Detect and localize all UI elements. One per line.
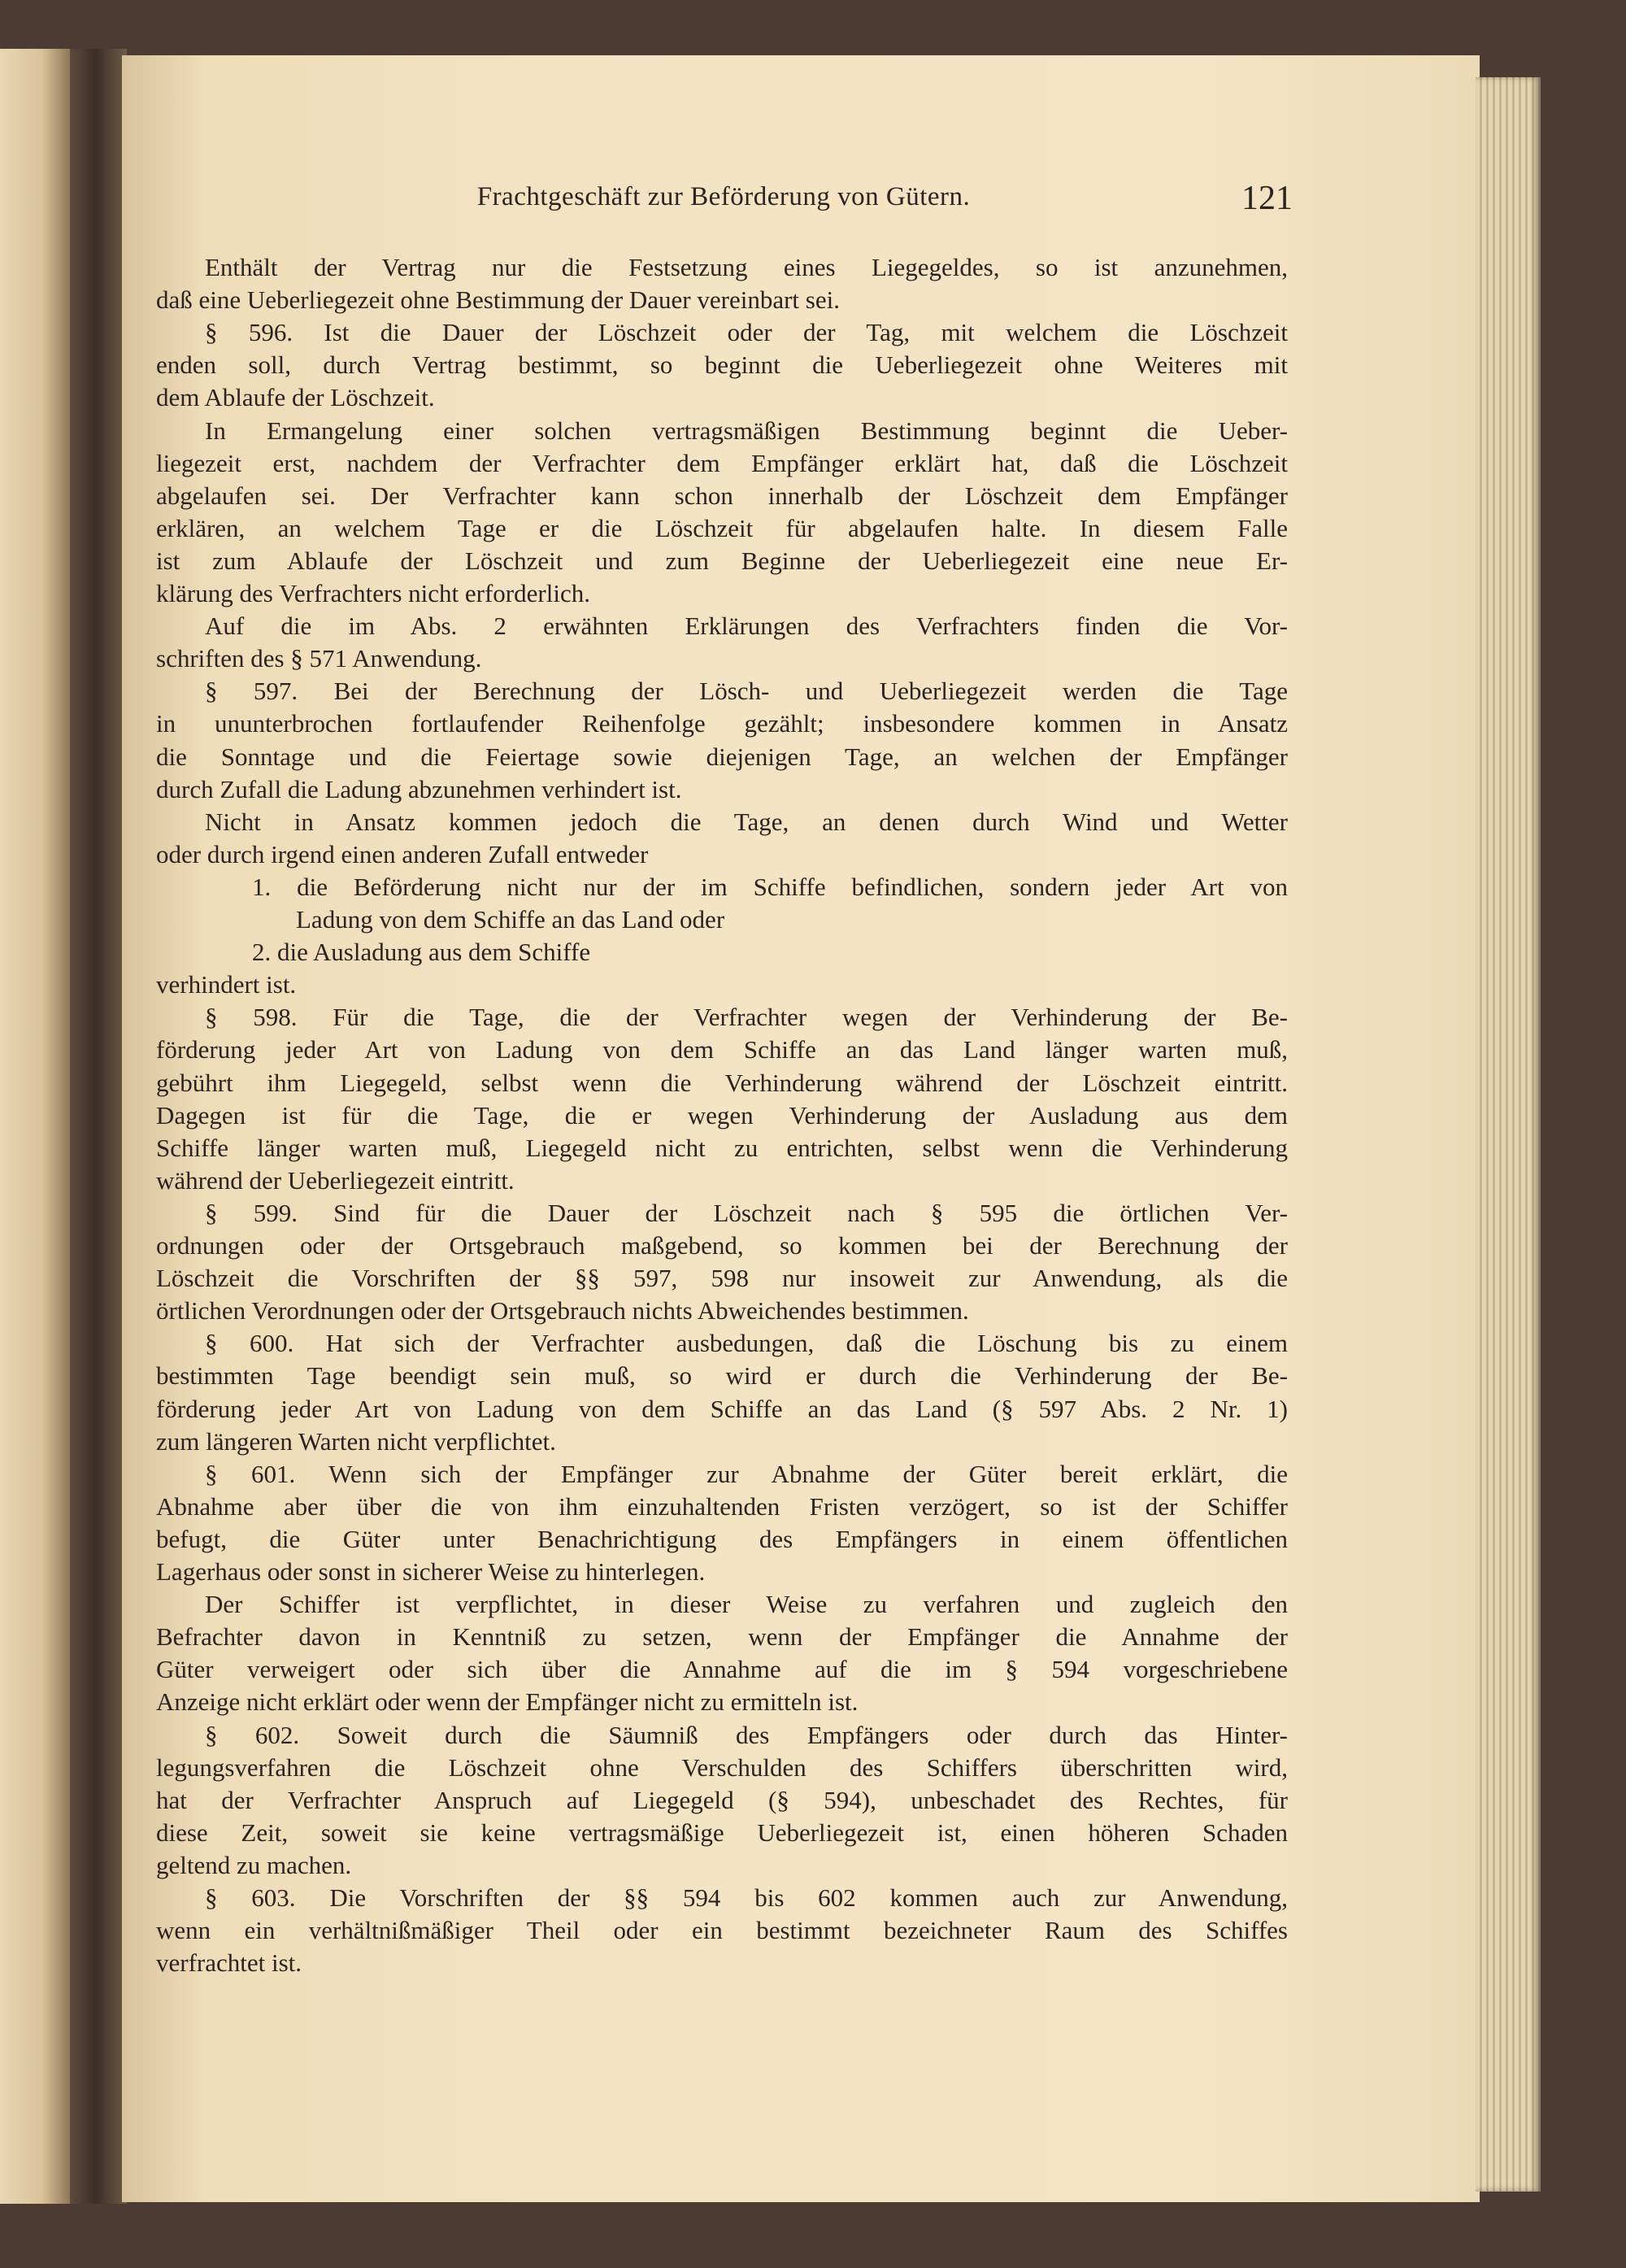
text-line: § 597. Bei der Berechnung der Lösch- und Ueberliegezeit werden die Tage	[205, 677, 1288, 706]
text-line: § 599. Sind für die Dauer der Löschzeit nach § 595 die örtlichen Ver-	[205, 1198, 1288, 1227]
text-line: die Sonntage und die Feiertage sowie diejenigen Tage, an welchen der Empfänger	[156, 742, 1288, 771]
text-line: enden soll, durch Vertrag bestimmt, so beginnt die Ueberliegezeit ohne Weiteres mit	[156, 350, 1288, 380]
text-line: klärung des Verfrachters nicht erforderlich.	[156, 579, 590, 607]
text-line: verhindert ist.	[156, 970, 297, 999]
text-line: legungsverfahren die Löschzeit ohne Verschulden des Schiffers überschritten wird,	[156, 1752, 1288, 1782]
page-stack-edge	[1476, 77, 1541, 2192]
text-line: § 601. Wenn sich der Empfänger zur Abnahme der Güter bereit erklärt, die	[205, 1459, 1288, 1488]
running-title: Frachtgeschäft zur Beförderung von Gütern.	[476, 182, 971, 211]
text-line: schriften des § 571 Anwendung.	[156, 644, 482, 673]
text-line: zum längeren Warten nicht verpflichtet.	[156, 1426, 556, 1456]
text-line: erklären, an welchem Tage er die Löschzeit für abgelaufen halte. In diesem Falle	[156, 513, 1288, 542]
text-line: Schiffe länger warten muß, Liegegeld nicht zu entrichten, selbst wenn die Verhinderung	[156, 1133, 1288, 1162]
text-line: verfrachtet ist.	[156, 1948, 302, 1978]
text-line: örtlichen Verordnungen oder der Ortsgebrauch nichts Abweichendes bestimmen.	[156, 1296, 969, 1326]
text-line: diese Zeit, soweit sie keine vertragsmäßige Ueberliegezeit ist, einen höheren Schaden	[156, 1817, 1288, 1847]
text-line: Der Schiffer ist verpflichtet, in dieser Weise zu verfahren und zugleich den	[205, 1590, 1288, 1619]
text-line: gebührt ihm Liegegeld, selbst wenn die Verhinderung während der Löschzeit eintritt.	[156, 1068, 1288, 1097]
text-line: daß eine Ueberliegezeit ohne Bestimmung der Dauer vereinbart sei.	[156, 285, 840, 315]
text-line: hat der Verfrachter Anspruch auf Liegegeld (§ 594), unbeschadet des Rechtes, für	[156, 1785, 1288, 1814]
facing-page-edge	[0, 49, 70, 2204]
text-line: ordnungen oder der Ortsgebrauch maßgebend, so kommen bei der Berechnung der	[156, 1231, 1288, 1260]
text-line: wenn ein verhältnißmäßiger Theil oder ein bestimmt bezeichneter Raum des Schiffes	[156, 1916, 1288, 1945]
text-line: Lagerhaus oder sonst in sicherer Weise zu hinterlegen.	[156, 1557, 706, 1586]
text-line: § 600. Hat sich der Verfrachter ausbedungen, daß die Löschung bis zu einem	[205, 1329, 1288, 1358]
text-line: liegezeit erst, nachdem der Verfrachter dem Empfänger erklärt hat, daß die Löschzeit	[156, 448, 1288, 477]
text-line: Nicht in Ansatz kommen jedoch die Tage, an denen durch Wind und Wetter	[205, 807, 1288, 836]
text-line: förderung jeder Art von Ladung von dem Schiffe an das Land länger warten muß,	[156, 1035, 1288, 1064]
text-line: bestimmten Tage beendigt sein muß, so wird er durch die Verhinderung der Be-	[156, 1361, 1288, 1391]
text-line: befugt, die Güter unter Benachrichtigung des Empfängers in einem öffentlichen	[156, 1524, 1288, 1553]
text-line: dem Ablaufe der Löschzeit.	[156, 383, 435, 412]
text-line: oder durch irgend einen anderen Zufall entweder	[156, 839, 649, 868]
text-line: § 603. Die Vorschriften der §§ 594 bis 602 kommen auch zur Anwendung,	[205, 1883, 1288, 1912]
text-line: Befrachter davon in Kenntniß zu setzen, wenn der Empfänger die Annahme der	[156, 1622, 1288, 1652]
text-line: Auf die im Abs. 2 erwähnten Erklärungen des Verfrachters finden die Vor-	[205, 612, 1288, 641]
text-line: durch Zufall die Ladung abzunehmen verhindert ist.	[156, 774, 682, 803]
text-line: förderung jeder Art von Ladung von dem Schiffe an das Land (§ 597 Abs. 2 Nr. 1)	[156, 1394, 1288, 1423]
text-line: Abnahme aber über die von ihm einzuhaltenden Fristen verzögert, so ist der Schiffer	[156, 1491, 1288, 1521]
text-line: in ununterbrochen fortlaufender Reihenfolge gezählt; insbesondere kommen in Ansatz	[156, 709, 1288, 738]
text-line: Güter verweigert oder sich über die Annahme auf die im § 594 vorgeschriebene	[156, 1655, 1288, 1684]
text-line: Ladung von dem Schiffe an das Land oder	[296, 905, 725, 934]
text-line: geltend zu machen.	[156, 1850, 352, 1879]
text-line: § 602. Soweit durch die Säumniß des Empfängers oder durch das Hinter-	[205, 1720, 1288, 1749]
text-line: 2. die Ausladung aus dem Schiffe	[252, 938, 591, 967]
text-line: Dagegen ist für die Tage, die er wegen Verhinderung der Ausladung aus dem	[156, 1100, 1288, 1130]
text-line: Enthält der Vertrag nur die Festsetzung eines Liegegeldes, so ist anzunehmen,	[205, 253, 1288, 281]
text-line: Löschzeit die Vorschriften der §§ 597, 598 nur insoweit zur Anwendung, als die	[156, 1264, 1288, 1293]
page-number: 121	[1241, 180, 1293, 217]
text-line: während der Ueberliegezeit eintritt.	[156, 1165, 515, 1195]
text-line: In Ermangelung einer solchen vertragsmäßigen Bestimmung beginnt die Ueber-	[205, 416, 1288, 445]
text-line: abgelaufen sei. Der Verfrachter kann schon innerhalb der Löschzeit dem Empfänger	[156, 481, 1288, 510]
text-line: Anzeige nicht erklärt oder wenn der Empfänger nicht zu ermitteln ist.	[156, 1687, 859, 1717]
text-line: § 596. Ist die Dauer der Löschzeit oder der Tag, mit welchem die Löschzeit	[205, 318, 1288, 347]
text-line: ist zum Ablaufe der Löschzeit und zum Beginne der Ueberliegezeit eine neue Er-	[156, 546, 1288, 575]
book-gutter	[70, 49, 127, 2204]
text-line: § 598. Für die Tage, die der Verfrachter wegen der Verhinderung der Be-	[205, 1003, 1288, 1032]
text-line: 1. die Beförderung nicht nur der im Schiffe befindlichen, sondern jeder Art von	[252, 872, 1288, 901]
